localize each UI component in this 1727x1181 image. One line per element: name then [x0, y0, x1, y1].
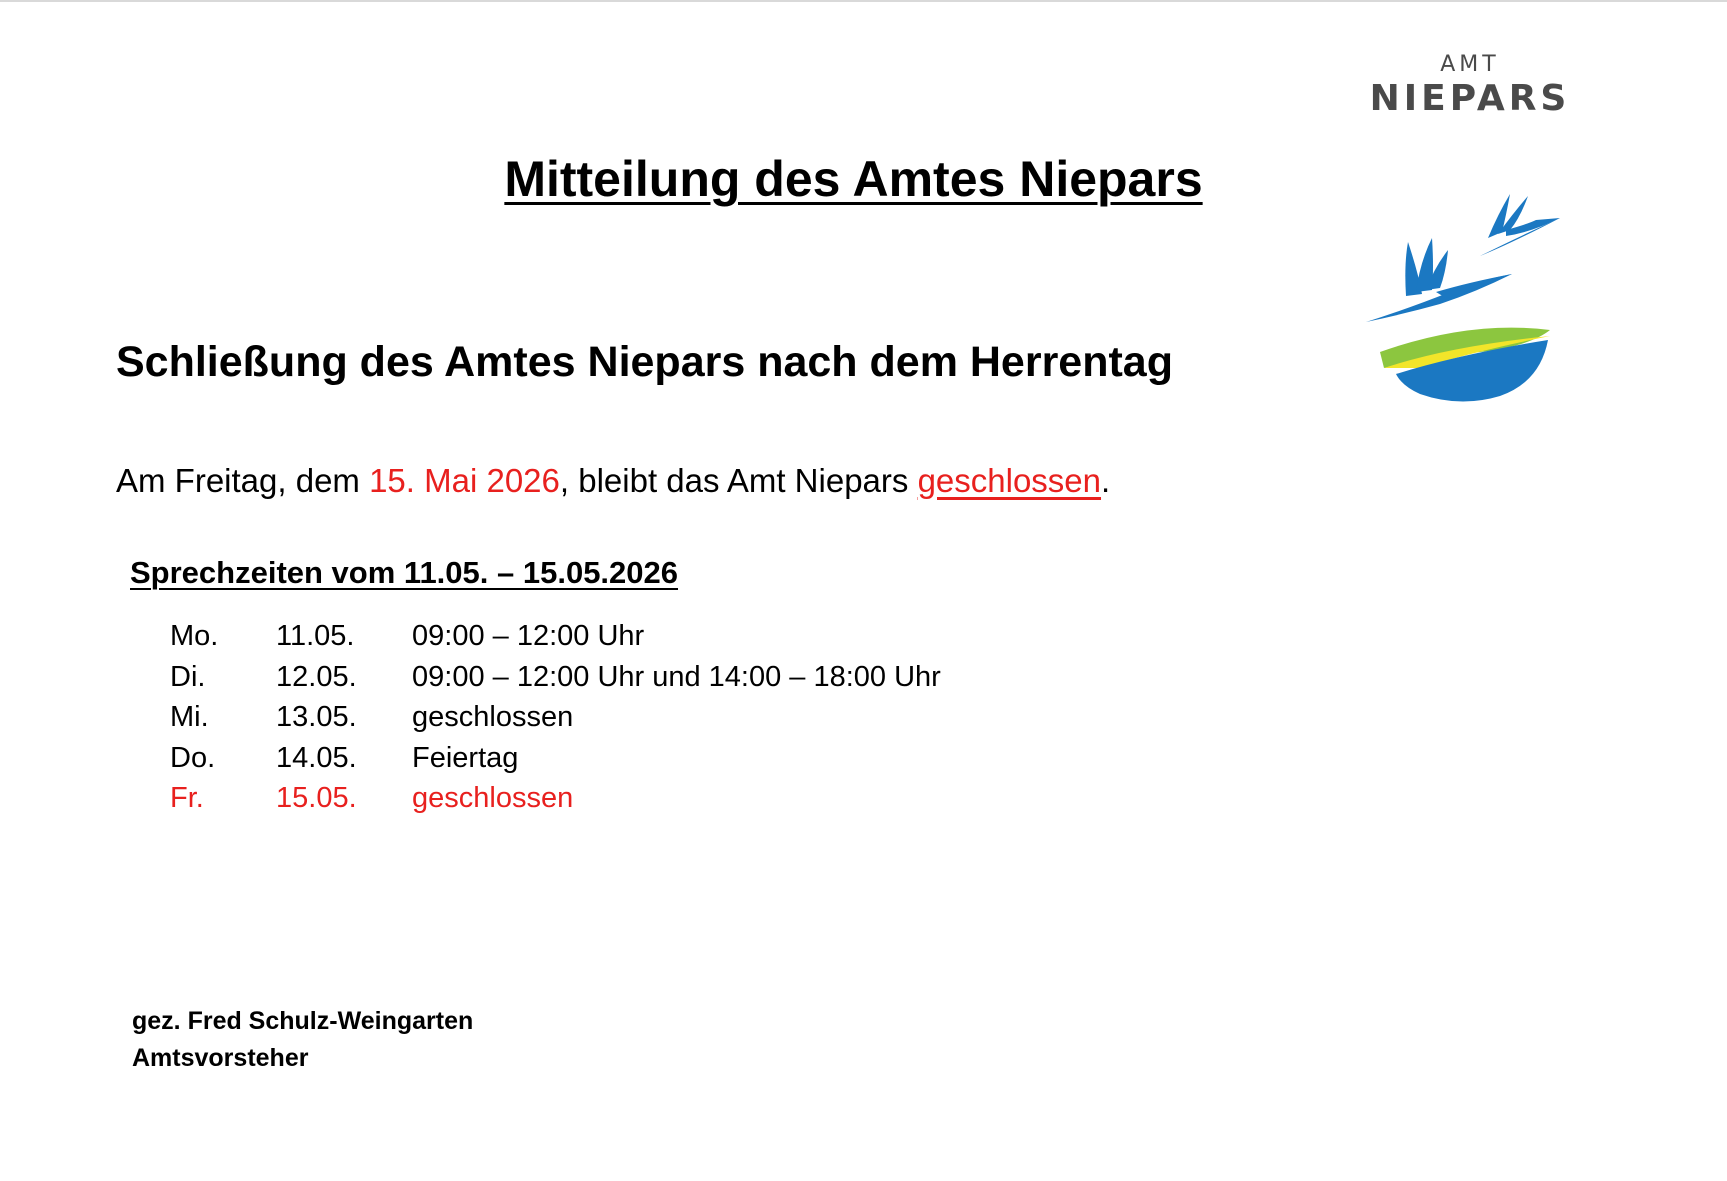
crane-lower-icon [1366, 238, 1512, 322]
hours-time: 09:00 – 12:00 Uhr [412, 620, 645, 652]
signature-name: gez. Fred Schulz-Weingarten [132, 1007, 474, 1035]
hours-time: geschlossen [412, 701, 574, 733]
office-hours-table [170, 616, 941, 819]
hours-date: 15.05. [276, 782, 357, 814]
closure-notice [116, 462, 1110, 500]
hours-day: Di. [170, 660, 206, 693]
top-border [0, 0, 1727, 2]
hours-time: Feiertag [412, 741, 519, 774]
notice-text-middle: , bleibt das Amt Niepars [559, 462, 918, 499]
notice-date: 15. Mai 2026 [369, 462, 560, 499]
hours-day: Mi. [170, 701, 209, 733]
hours-row-monday [170, 616, 941, 657]
signature-role: Amtsvorsteher [132, 1044, 309, 1072]
logo-amt-text: AMT [1440, 52, 1500, 77]
closure-subtitle: Schließung des Amtes Niepars nach dem Herrentag [116, 338, 1173, 386]
hours-time: 09:00 – 12:00 Uhr und 14:00 – 18:00 Uhr [412, 660, 941, 693]
signature-block [132, 1003, 473, 1077]
hours-row-wednesday [170, 697, 941, 738]
hours-date: 12.05. [276, 660, 357, 693]
hours-day: Fr. [170, 782, 204, 814]
page-title: Mitteilung des Amtes Niepars [504, 151, 1203, 207]
hours-date: 14.05. [276, 741, 357, 774]
hours-day: Do. [170, 741, 216, 774]
hours-row-friday [170, 778, 941, 819]
hours-row-tuesday [170, 657, 941, 698]
notice-text-start: Am Freitag, dem [116, 462, 370, 499]
logo-niepars-text: NIEPARS [1369, 78, 1571, 119]
hours-date: 13.05. [276, 701, 357, 733]
hours-time: geschlossen [412, 782, 574, 814]
hours-date: 11.05. [276, 620, 355, 652]
notice-text-end: . [1101, 462, 1111, 499]
notice-status: geschlossen [917, 462, 1102, 499]
office-hours-heading: Sprechzeiten vom 11.05. – 15.05.2026 [130, 555, 679, 590]
hours-day: Mo. [170, 620, 219, 652]
landscape-icon [1380, 328, 1550, 402]
hours-row-thursday [170, 738, 941, 779]
